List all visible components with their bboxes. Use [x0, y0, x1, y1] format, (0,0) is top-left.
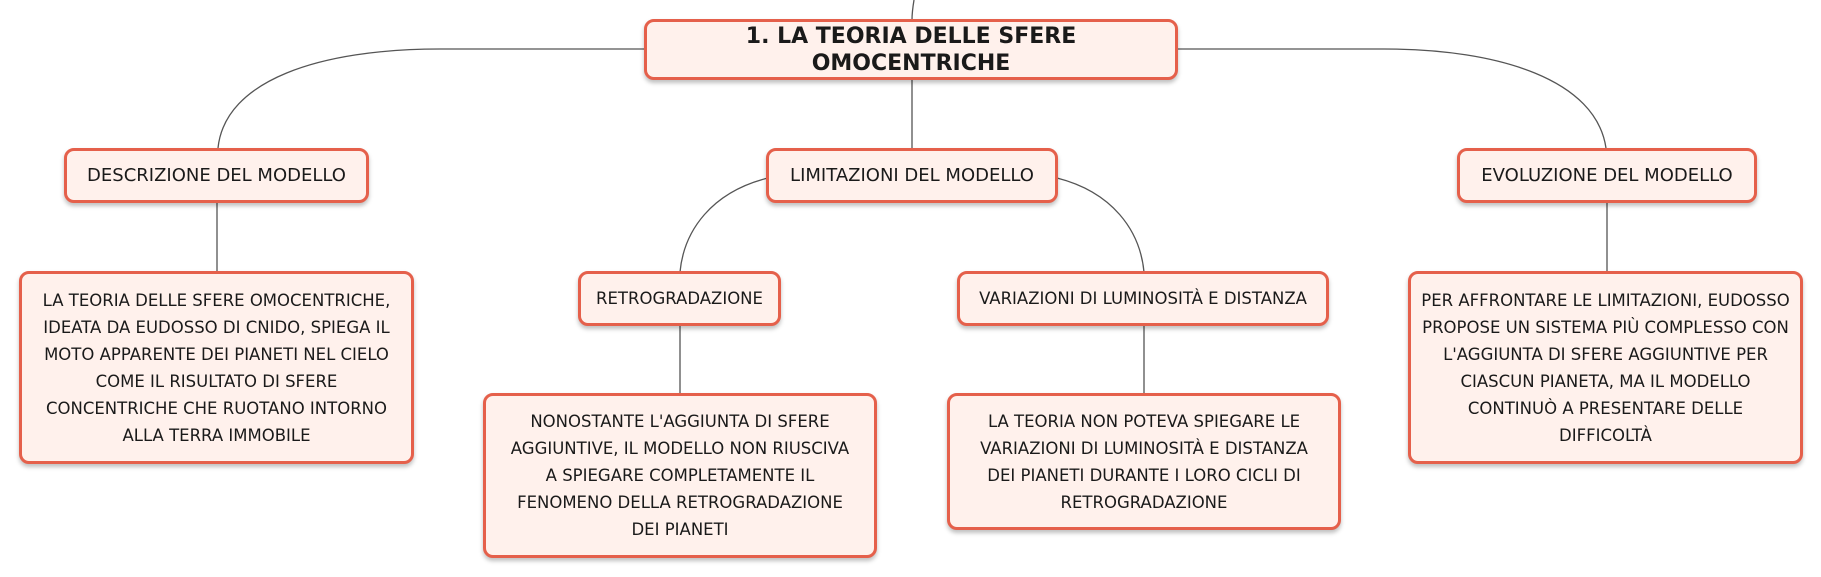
connector-limitations-to-retrogradation — [680, 178, 768, 272]
connector-root-to-evolution — [1177, 49, 1606, 148]
node-retrogradation-detail[interactable]: NONOSTANTE L'AGGIUNTA DI SFERE AGGIUNTIVE, IL MODELLO NON RIUSCIVA A SPIEGARE COMPLETAMENTE IL FENOMENO DELLA RETROGRADAZIONE DEI PIANETI — [483, 393, 877, 558]
root-node-title[interactable]: 1. LA TEORIA DELLE SFERE OMOCENTRICHE — [644, 19, 1178, 80]
node-variations[interactable]: VARIAZIONI DI LUMINOSITÀ E DISTANZA — [957, 271, 1329, 326]
node-description-detail[interactable]: LA TEORIA DELLE SFERE OMOCENTRICHE, IDEATA DA EUDOSSO DI CNIDO, SPIEGA IL MOTO APPARENTE DEI PIANETI NEL CIELO COME IL RISULTATO DI SFERE CONCENTRICHE CHE RUOTANO INTORNO ALLA TERRA IMMOBILE — [19, 271, 414, 464]
node-limitations[interactable]: LIMITAZIONI DEL MODELLO — [766, 148, 1058, 203]
node-retrogradation[interactable]: RETROGRADAZIONE — [578, 271, 781, 326]
node-description[interactable]: DESCRIZIONE DEL MODELLO — [64, 148, 369, 203]
connector-parent-to-root — [912, 0, 914, 20]
node-evolution[interactable]: EVOLUZIONE DEL MODELLO — [1457, 148, 1757, 203]
node-variations-detail[interactable]: LA TEORIA NON POTEVA SPIEGARE LE VARIAZIONI DI LUMINOSITÀ E DISTANZA DEI PIANETI DURANTE I LORO CICLI DI RETROGRADAZIONE — [947, 393, 1341, 530]
connector-limitations-to-variations — [1057, 178, 1144, 272]
node-evolution-detail[interactable]: PER AFFRONTARE LE LIMITAZIONI, EUDOSSO PROPOSE UN SISTEMA PIÙ COMPLESSO CON L'AGGIUNTA DI SFERE AGGIUNTIVE PER CIASCUN PIANETA, MA IL MODELLO CONTINUÒ A PRESENTARE DELLE DIFFICOLTÀ — [1408, 271, 1803, 464]
connector-root-to-description — [218, 49, 645, 148]
